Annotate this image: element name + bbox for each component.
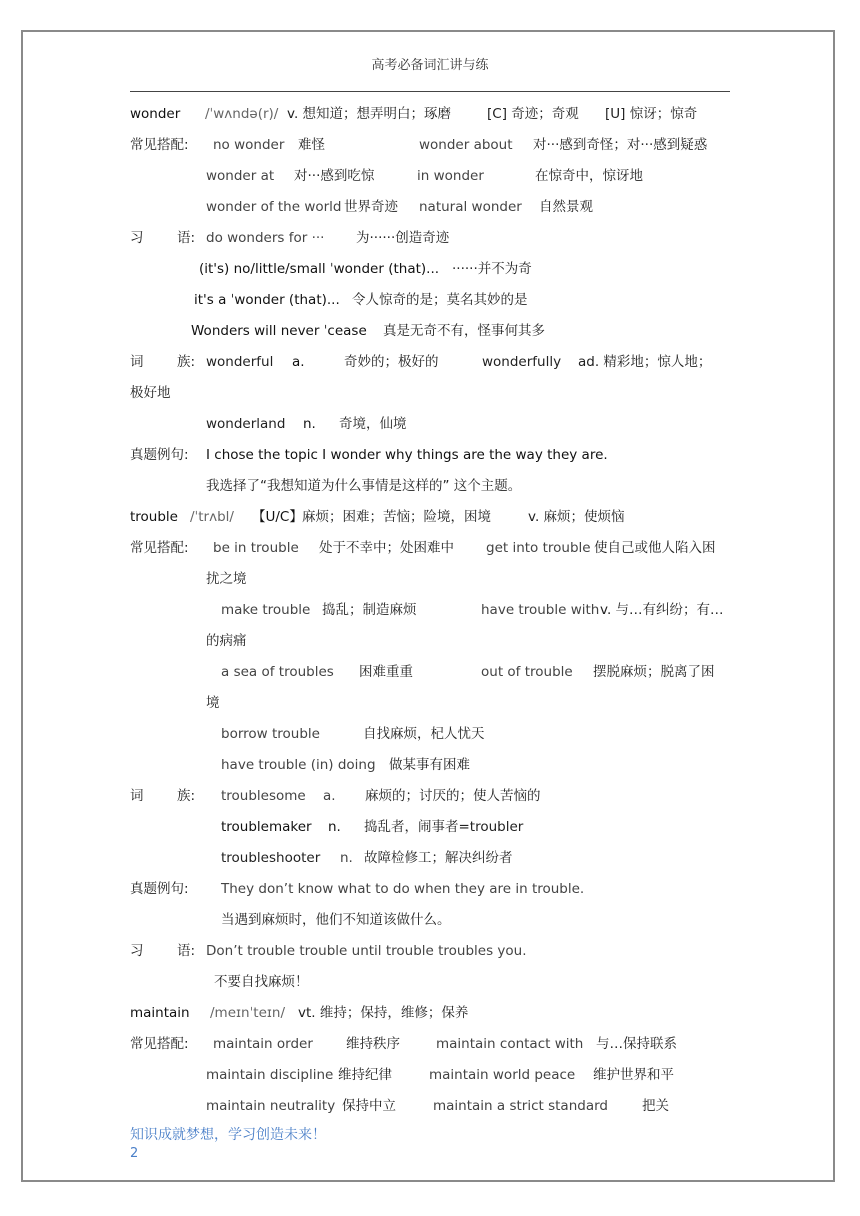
phrase: maintain order bbox=[213, 1036, 313, 1052]
page-number: 2 bbox=[130, 1146, 139, 1161]
section-label: 语: bbox=[177, 230, 196, 246]
meaning: 世界奇迹 bbox=[344, 199, 398, 215]
meaning: ad. 精彩地；惊人地； bbox=[578, 354, 712, 370]
phrase: Don’t trouble trouble until trouble troubles you. bbox=[206, 943, 527, 959]
meaning: 令人惊奇的是；莫名其妙的是 bbox=[352, 292, 528, 308]
meaning: 奇境，仙境 bbox=[339, 416, 407, 432]
section-label: 习 bbox=[130, 230, 144, 246]
section-label: 词 bbox=[130, 354, 144, 370]
word-family-line bbox=[130, 347, 730, 378]
meaning: 扰之境 bbox=[206, 571, 247, 587]
collocation-line bbox=[130, 130, 730, 161]
collocation-line bbox=[130, 657, 730, 688]
meaning: 困难重重 bbox=[359, 664, 413, 680]
word-family-line bbox=[130, 409, 730, 440]
phrase: (it's) no/little/small ˈwonder (that)... bbox=[199, 261, 440, 277]
idiom-line bbox=[130, 285, 730, 316]
example-translation bbox=[130, 471, 730, 502]
meaning: 故障检修工；解决纠纷者 bbox=[364, 850, 513, 866]
phrase: have trouble with bbox=[481, 602, 600, 618]
footer-slogan: 知识成就梦想，学习创造未来！ bbox=[130, 1127, 326, 1143]
phrase: be in trouble bbox=[213, 540, 299, 556]
idiom-translation bbox=[130, 967, 730, 998]
phrase: have trouble (in) doing bbox=[221, 757, 376, 773]
section-label: 常见搭配: bbox=[130, 540, 189, 556]
phrase: natural wonder bbox=[419, 199, 522, 215]
meaning: 自然景观 bbox=[539, 199, 593, 215]
example-sentence: They don’t know what to do when they are in trouble. bbox=[221, 881, 585, 897]
meaning: 为······创造奇迹 bbox=[356, 230, 450, 246]
phrase: wonder at bbox=[206, 168, 275, 184]
derived-word: troublemaker bbox=[221, 819, 312, 835]
section-label: 词 bbox=[130, 788, 144, 804]
phrase: maintain a strict standard bbox=[433, 1098, 608, 1114]
example-translation bbox=[130, 905, 730, 936]
translation: 不要自找麻烦！ bbox=[214, 974, 309, 990]
meaning: 奇妙的；极好的 bbox=[344, 354, 439, 370]
phrase: out of trouble bbox=[481, 664, 573, 680]
meaning: 难怪 bbox=[298, 137, 325, 153]
wrap-continuation bbox=[130, 688, 730, 719]
wrap-continuation bbox=[130, 626, 730, 657]
meaning: 境 bbox=[206, 695, 220, 711]
part-of-speech: a. bbox=[292, 354, 305, 370]
derived-word: wonderful bbox=[206, 354, 274, 370]
section-label: 族: bbox=[177, 354, 196, 370]
translation: 我选择了“我想知道为什么事情是这样的” 这个主题。 bbox=[206, 478, 522, 494]
part-of-speech: n. bbox=[328, 819, 341, 835]
phrase: a sea of troubles bbox=[221, 664, 334, 680]
definition: [C] 奇迹；奇观 bbox=[487, 106, 579, 122]
phonetic: /meɪnˈteɪn/ bbox=[210, 1005, 286, 1021]
word-family-line bbox=[130, 843, 730, 874]
meaning: 自找麻烦，杞人忧天 bbox=[363, 726, 485, 742]
phrase: wonder about bbox=[419, 137, 513, 153]
part-of-speech: n. bbox=[303, 416, 316, 432]
headword: maintain bbox=[130, 1005, 190, 1021]
word-family-line bbox=[130, 812, 730, 843]
vocabulary-content bbox=[130, 99, 730, 1122]
section-label: 常见搭配: bbox=[130, 137, 189, 153]
idiom-line bbox=[130, 316, 730, 347]
meaning: 对···感到奇怪；对···感到疑惑 bbox=[533, 137, 708, 153]
phrase: no wonder bbox=[213, 137, 285, 153]
headword: wonder bbox=[130, 106, 181, 122]
wrap-continuation bbox=[130, 564, 730, 595]
word-family-line bbox=[130, 781, 730, 812]
section-label: 常见搭配: bbox=[130, 1036, 189, 1052]
collocation-line bbox=[130, 533, 730, 564]
section-label: 真题例句: bbox=[130, 881, 189, 897]
phrase: borrow trouble bbox=[221, 726, 320, 742]
phrase: maintain neutrality bbox=[206, 1098, 336, 1114]
phrase: maintain contact with bbox=[436, 1036, 584, 1052]
phrase: do wonders for ··· bbox=[206, 230, 325, 246]
meaning: 维持纪律 bbox=[338, 1067, 392, 1083]
phrase: wonder of the world bbox=[206, 199, 342, 215]
section-label: 真题例句: bbox=[130, 447, 189, 463]
section-label: 习 bbox=[130, 943, 144, 959]
definition: v. 麻烦；使烦恼 bbox=[528, 509, 625, 525]
meaning: 真是无奇不有，怪事何其多 bbox=[383, 323, 545, 339]
page-header-title: 高考必备词汇讲与练 bbox=[371, 58, 489, 73]
collocation-line bbox=[130, 1060, 730, 1091]
idiom-line bbox=[130, 254, 730, 285]
meaning: 把关 bbox=[642, 1098, 669, 1114]
meaning: 在惊奇中，惊讶地 bbox=[535, 168, 643, 184]
section-label: 族: bbox=[177, 788, 196, 804]
definition: [U] 惊讶；惊奇 bbox=[605, 106, 698, 122]
meaning: 捣乱；制造麻烦 bbox=[322, 602, 417, 618]
collocation-line bbox=[130, 161, 730, 192]
entry-headword-line bbox=[130, 502, 730, 533]
meaning: 麻烦的；讨厌的；使人苦恼的 bbox=[365, 788, 541, 804]
definition: vt. 维持；保持，维修；保养 bbox=[298, 1005, 469, 1021]
wrap-continuation bbox=[130, 378, 730, 409]
definition: v. 想知道；想弄明白；琢磨 bbox=[287, 106, 452, 122]
collocation-line bbox=[130, 1029, 730, 1060]
collocation-line bbox=[130, 1091, 730, 1122]
part-of-speech: n. bbox=[340, 850, 353, 866]
meaning: 极好地 bbox=[130, 385, 171, 401]
meaning: 做某事有困难 bbox=[389, 757, 470, 773]
entry-headword-line bbox=[130, 998, 730, 1029]
meaning: 摆脱麻烦；脱离了困 bbox=[593, 664, 715, 680]
phrase: it's a ˈwonder (that)... bbox=[194, 292, 340, 308]
meaning: v. 与…有纠纷；有… bbox=[600, 602, 724, 618]
meaning: ······并不为奇 bbox=[452, 261, 532, 277]
grammar-tag: 【U/C】 bbox=[252, 509, 303, 525]
meaning: 的病痛 bbox=[206, 633, 247, 649]
example-line bbox=[130, 440, 730, 471]
meaning: 对···感到吃惊 bbox=[294, 168, 375, 184]
example-sentence: I chose the topic I wonder why things are the way they are. bbox=[206, 447, 608, 463]
headword: trouble bbox=[130, 509, 178, 525]
part-of-speech: a. bbox=[323, 788, 336, 804]
derived-word: troublesome bbox=[221, 788, 306, 804]
idiom-line bbox=[130, 936, 730, 967]
derived-word: troubleshooter bbox=[221, 850, 321, 866]
meaning: 与…保持联系 bbox=[596, 1036, 677, 1052]
phrase: maintain discipline bbox=[206, 1067, 334, 1083]
definition: 麻烦；困难；苦恼；险境，困境 bbox=[302, 509, 491, 525]
example-line bbox=[130, 874, 730, 905]
phonetic: /ˈwʌndə(r)/ bbox=[205, 106, 279, 122]
collocation-line bbox=[130, 750, 730, 781]
meaning: 维持秩序 bbox=[346, 1036, 400, 1052]
phrase: get into trouble bbox=[486, 540, 591, 556]
meaning: 保持中立 bbox=[342, 1098, 396, 1114]
translation: 当遇到麻烦时，他们不知道该做什么。 bbox=[221, 912, 451, 928]
entry-headword-line bbox=[130, 99, 730, 130]
idiom-line bbox=[130, 223, 730, 254]
section-label: 语: bbox=[177, 943, 196, 959]
phrase: maintain world peace bbox=[429, 1067, 576, 1083]
phonetic: /ˈtrʌbl/ bbox=[190, 509, 234, 525]
collocation-line bbox=[130, 192, 730, 223]
meaning: 捣乱者，闹事者=troubler bbox=[364, 819, 524, 835]
header-divider bbox=[130, 91, 730, 92]
collocation-line bbox=[130, 719, 730, 750]
phrase: Wonders will never ˈcease bbox=[191, 323, 367, 339]
derived-word: wonderfully bbox=[482, 354, 562, 370]
phrase: in wonder bbox=[417, 168, 484, 184]
derived-word: wonderland bbox=[206, 416, 286, 432]
phrase: make trouble bbox=[221, 602, 311, 618]
meaning: 处于不幸中；处困难中 bbox=[319, 540, 454, 556]
meaning: 使自己或他人陷入困 bbox=[594, 540, 716, 556]
collocation-line bbox=[130, 595, 730, 626]
meaning: 维护世界和平 bbox=[593, 1067, 674, 1083]
